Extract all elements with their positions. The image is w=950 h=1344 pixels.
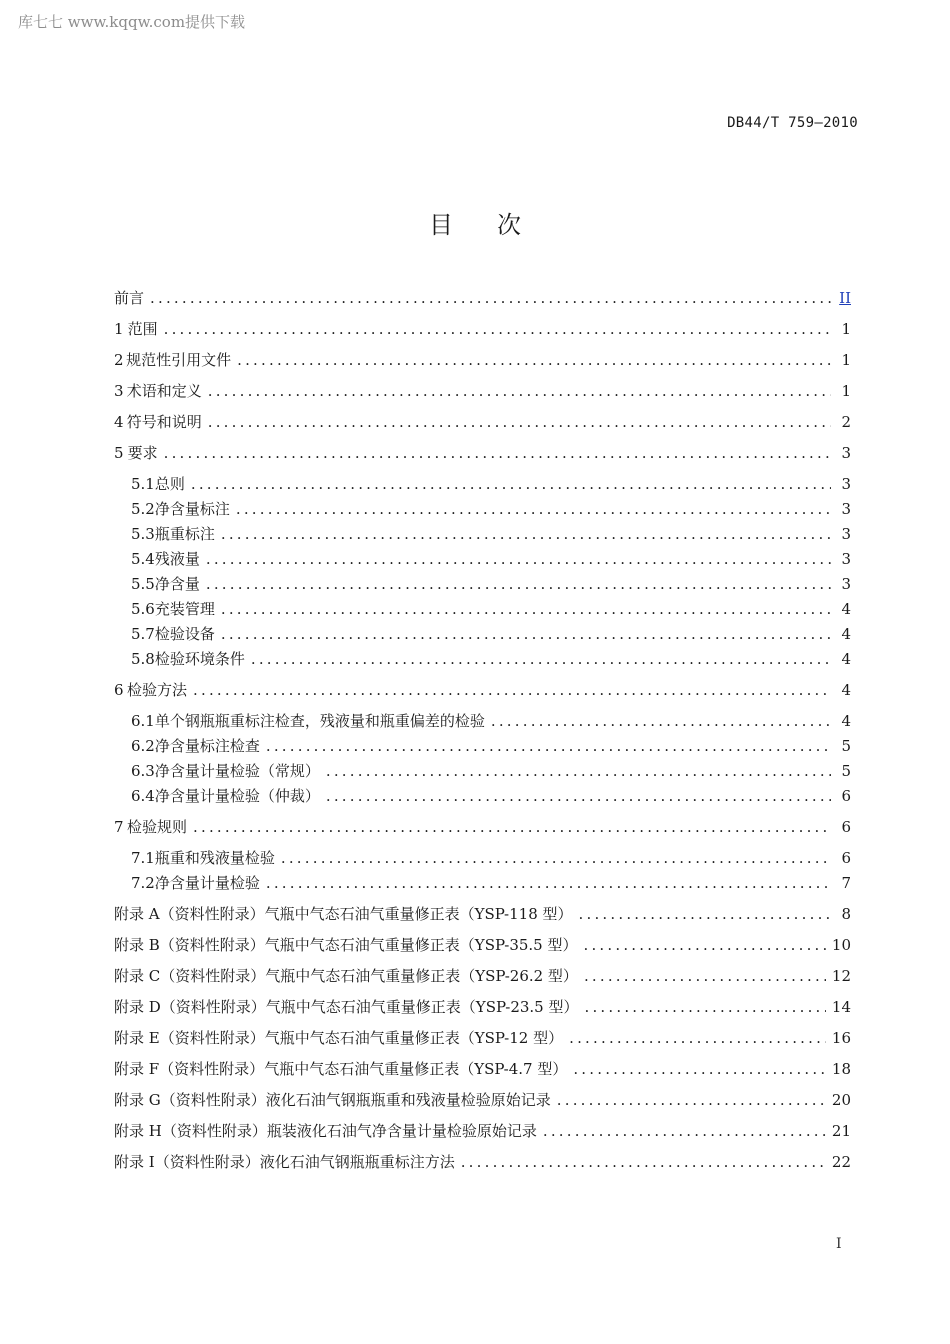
toc-number: 5 bbox=[114, 444, 124, 462]
toc-entry-3[interactable] bbox=[114, 379, 851, 403]
toc-page: 3 bbox=[841, 475, 851, 493]
toc-leader-dots bbox=[164, 441, 831, 465]
toc-leader-dots bbox=[543, 1119, 826, 1143]
appendix-prefix: 附录 G（资料性附录） bbox=[114, 1091, 266, 1109]
toc-label: 净含量计量检验（仲裁） bbox=[154, 787, 320, 805]
toc-page: 16 bbox=[831, 1029, 851, 1047]
toc-page: 14 bbox=[831, 998, 851, 1016]
toc-appendix-c[interactable] bbox=[114, 964, 851, 988]
toc-leader-dots bbox=[208, 410, 831, 434]
appendix-prefix: 附录 B（资料性附录） bbox=[114, 936, 265, 954]
toc-leader-dots bbox=[579, 902, 831, 926]
toc-leader-dots bbox=[584, 964, 826, 988]
toc-entry-6-1[interactable] bbox=[131, 709, 851, 733]
toc-page: 6 bbox=[841, 787, 851, 805]
toc-label: 残液量 bbox=[154, 550, 200, 568]
toc-page: 1 bbox=[841, 320, 851, 338]
toc-label: 术语和定义 bbox=[126, 382, 202, 400]
toc-leader-dots bbox=[491, 709, 831, 733]
toc-entry-4[interactable] bbox=[114, 410, 851, 434]
appendix-prefix: 附录 I（资料性附录） bbox=[114, 1153, 260, 1171]
appendix-prefix: 附录 A（资料性附录） bbox=[114, 905, 265, 923]
toc-entry-5-6[interactable] bbox=[131, 597, 851, 621]
toc-label: 气瓶中气态石油气重量修正表（YSP-4.7 型） bbox=[264, 1060, 568, 1078]
toc-leader-dots bbox=[326, 759, 831, 783]
toc-leader-dots bbox=[206, 572, 831, 596]
toc-label: 液化石油气钢瓶瓶重和残液量检验原始记录 bbox=[265, 1091, 551, 1109]
appendix-prefix: 附录 H（资料性附录） bbox=[114, 1122, 267, 1140]
toc-leader-dots bbox=[584, 995, 825, 1019]
toc-page: 3 bbox=[841, 444, 851, 462]
toc-label: 瓶重和残液量检验 bbox=[154, 849, 275, 867]
toc-entry-6-3[interactable] bbox=[131, 759, 851, 783]
toc-entry-6[interactable] bbox=[114, 678, 851, 702]
toc-leader-dots bbox=[583, 933, 825, 957]
toc-page: 1 bbox=[841, 351, 851, 369]
toc-label: 气瓶中气态石油气重量修正表（YSP-23.5 型） bbox=[265, 998, 579, 1016]
toc-number: 5.3 bbox=[131, 525, 155, 543]
appendix-prefix: 附录 D（资料性附录） bbox=[114, 998, 266, 1016]
toc-page: 4 bbox=[841, 600, 851, 618]
toc-number: 6.1 bbox=[131, 712, 155, 730]
toc-page: 3 bbox=[841, 500, 851, 518]
toc-number: 5.5 bbox=[131, 575, 155, 593]
toc-number: 5.6 bbox=[131, 600, 155, 618]
toc-leader-dots bbox=[221, 522, 831, 546]
appendix-prefix: 附录 F（资料性附录） bbox=[114, 1060, 265, 1078]
toc-label: 范围 bbox=[127, 320, 158, 338]
toc-page: 3 bbox=[841, 575, 851, 593]
toc-number: 5.2 bbox=[131, 500, 155, 518]
toc-entry-5[interactable] bbox=[114, 441, 851, 465]
toc-label: 净含量计量检验（常规） bbox=[154, 762, 320, 780]
toc-page-link[interactable]: II bbox=[839, 289, 851, 307]
toc-leader-dots bbox=[251, 647, 831, 671]
toc-number: 7.2 bbox=[131, 874, 155, 892]
toc-page: 8 bbox=[841, 905, 851, 923]
toc-leader-dots bbox=[326, 784, 831, 808]
toc-leader-dots bbox=[193, 678, 831, 702]
toc-page: 6 bbox=[841, 818, 851, 836]
toc-leader-dots bbox=[193, 815, 831, 839]
toc-number: 3 bbox=[114, 382, 124, 400]
toc-label: 气瓶中气态石油气重量修正表（YSP-35.5 型） bbox=[264, 936, 578, 954]
toc-page: 20 bbox=[831, 1091, 851, 1109]
toc-page: 5 bbox=[841, 762, 851, 780]
toc-leader-dots bbox=[221, 597, 831, 621]
toc-page: 7 bbox=[841, 874, 851, 892]
toc-leader-dots bbox=[221, 622, 831, 646]
toc-leader-dots bbox=[208, 379, 831, 403]
toc-label: 净含量 bbox=[154, 575, 200, 593]
toc-page: 18 bbox=[831, 1060, 851, 1078]
toc-label: 要求 bbox=[127, 444, 158, 462]
toc-leader-dots bbox=[573, 1057, 826, 1081]
standard-code: DB44/T 759—2010 bbox=[727, 115, 858, 131]
toc-leader-dots bbox=[164, 317, 831, 341]
toc-label: 规范性引用文件 bbox=[126, 351, 232, 369]
toc-page: 1 bbox=[841, 382, 851, 400]
toc-label: 液化石油气钢瓶瓶重标注方法 bbox=[259, 1153, 455, 1171]
toc-entry-2[interactable] bbox=[114, 348, 851, 372]
toc-leader-dots bbox=[266, 734, 831, 758]
toc-number: 6.2 bbox=[131, 737, 155, 755]
toc-page: 6 bbox=[841, 849, 851, 867]
toc-label: 气瓶中气态石油气重量修正表（YSP-12 型） bbox=[264, 1029, 564, 1047]
toc-leader-dots bbox=[557, 1088, 826, 1112]
toc-page: 4 bbox=[841, 712, 851, 730]
toc-label: 单个钢瓶瓶重标注检查，残液量和瓶重偏差的检验 bbox=[154, 712, 485, 730]
toc-entry-7-1[interactable] bbox=[131, 846, 851, 870]
watermark-text: 库七七 www.kqqw.com提供下载 bbox=[18, 13, 246, 31]
page-number: I bbox=[836, 1236, 842, 1252]
toc-number: 5.7 bbox=[131, 625, 155, 643]
toc-label: 瓶装液化石油气净含量计量检验原始记录 bbox=[266, 1122, 537, 1140]
toc-leader-dots bbox=[206, 547, 831, 571]
toc-page: 22 bbox=[831, 1153, 851, 1171]
toc-appendix-d[interactable] bbox=[114, 995, 851, 1019]
toc-leader-dots bbox=[281, 846, 831, 870]
toc-entry-5-2[interactable] bbox=[131, 497, 851, 521]
toc-entry-7[interactable] bbox=[114, 815, 851, 839]
toc-label: 气瓶中气态石油气重量修正表（YSP-26.2 型） bbox=[265, 967, 578, 985]
toc-page: 3 bbox=[841, 550, 851, 568]
toc-label: 检验方法 bbox=[127, 681, 188, 699]
title-part-2: 次 bbox=[497, 211, 521, 239]
toc-number: 6 bbox=[114, 681, 124, 699]
toc-label: 检验环境条件 bbox=[154, 650, 245, 668]
toc-entry-5-4[interactable] bbox=[131, 547, 851, 571]
toc-leader-dots bbox=[237, 348, 831, 372]
toc-label: 检验规则 bbox=[127, 818, 188, 836]
toc-label: 瓶重标注 bbox=[154, 525, 215, 543]
toc-entry-6-2[interactable] bbox=[131, 734, 851, 758]
title-part-1: 目 bbox=[429, 211, 453, 239]
toc-number: 7 bbox=[114, 818, 124, 836]
toc-page: 4 bbox=[841, 650, 851, 668]
toc-label: 净含量标注 bbox=[154, 500, 230, 518]
appendix-prefix: 附录 C（资料性附录） bbox=[114, 967, 266, 985]
toc-leader-dots bbox=[461, 1150, 826, 1174]
toc-page: 10 bbox=[831, 936, 851, 954]
toc-label: 总则 bbox=[154, 475, 185, 493]
toc-entry-6-4[interactable] bbox=[131, 784, 851, 808]
toc-label: 检验设备 bbox=[154, 625, 215, 643]
toc-number: 5.4 bbox=[131, 550, 155, 568]
toc-leader-dots bbox=[266, 871, 831, 895]
toc-number: 1 bbox=[114, 320, 124, 338]
toc-label: 充装管理 bbox=[154, 600, 215, 618]
toc-number: 6.4 bbox=[131, 787, 155, 805]
toc-label: 气瓶中气态石油气重量修正表（YSP-118 型） bbox=[264, 905, 573, 923]
toc-appendix-i[interactable] bbox=[114, 1150, 851, 1174]
table-of-contents bbox=[114, 0, 851, 1344]
toc-leader-dots bbox=[191, 472, 831, 496]
toc-page: 3 bbox=[841, 525, 851, 543]
toc-appendix-a[interactable] bbox=[114, 902, 851, 926]
toc-entry-5-1[interactable] bbox=[131, 472, 851, 496]
toc-entry-1[interactable] bbox=[114, 317, 851, 341]
toc-page: 4 bbox=[841, 625, 851, 643]
toc-entry-7-2[interactable] bbox=[131, 871, 851, 895]
toc-appendix-b[interactable] bbox=[114, 933, 851, 957]
toc-leader-dots bbox=[236, 497, 831, 521]
toc-number: 4 bbox=[114, 413, 124, 431]
toc-label: 净含量标注检查 bbox=[154, 737, 260, 755]
toc-leader-dots bbox=[569, 1026, 826, 1050]
toc-entry-5-8[interactable] bbox=[131, 647, 851, 671]
toc-page: 5 bbox=[841, 737, 851, 755]
toc-appendix-g[interactable] bbox=[114, 1088, 851, 1112]
toc-number: 5.8 bbox=[131, 650, 155, 668]
toc-label: 前言 bbox=[114, 289, 145, 307]
toc-label: 符号和说明 bbox=[126, 413, 202, 431]
toc-page: 4 bbox=[841, 681, 851, 699]
toc-page: 12 bbox=[831, 967, 851, 985]
toc-appendix-e[interactable] bbox=[114, 1026, 851, 1050]
toc-number: 2 bbox=[114, 351, 124, 369]
toc-number: 5.1 bbox=[131, 475, 155, 493]
toc-appendix-f[interactable] bbox=[114, 1057, 851, 1081]
toc-appendix-h[interactable] bbox=[114, 1119, 851, 1143]
toc-entry-5-3[interactable] bbox=[131, 522, 851, 546]
toc-entry-5-5[interactable] bbox=[131, 572, 851, 596]
toc-entry-foreword[interactable] bbox=[114, 286, 851, 310]
toc-entry-5-7[interactable] bbox=[131, 622, 851, 646]
toc-number: 6.3 bbox=[131, 762, 155, 780]
toc-page: 2 bbox=[841, 413, 851, 431]
toc-leader-dots bbox=[150, 286, 831, 310]
toc-label: 净含量计量检验 bbox=[154, 874, 260, 892]
toc-number: 7.1 bbox=[131, 849, 155, 867]
toc-page: 21 bbox=[831, 1122, 851, 1140]
appendix-prefix: 附录 E（资料性附录） bbox=[114, 1029, 265, 1047]
